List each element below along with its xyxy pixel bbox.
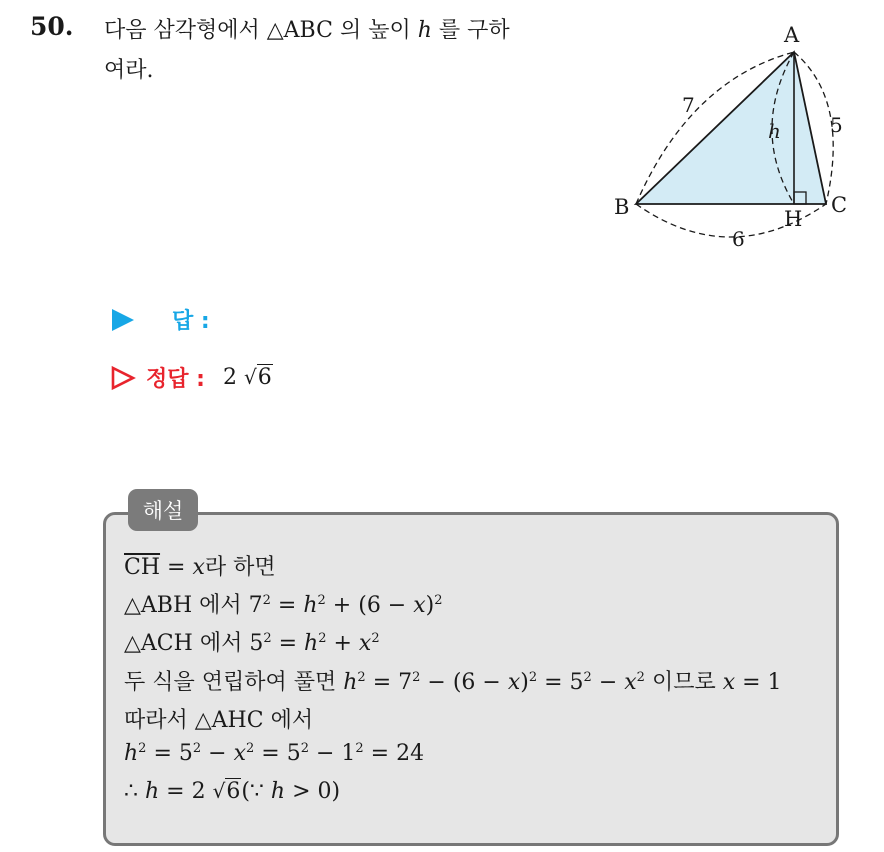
text: = 24 xyxy=(363,741,425,766)
solution-line-7 xyxy=(124,779,340,804)
exp: 2 xyxy=(412,670,421,686)
text: − xyxy=(201,741,234,766)
solution-line-3 xyxy=(124,626,380,657)
answer-row xyxy=(110,304,210,335)
text: + (6 − xyxy=(325,593,414,618)
exp: 2 xyxy=(192,741,202,757)
exp: 2 xyxy=(636,670,645,686)
text: △ABH 에서 7 xyxy=(124,593,263,618)
exp: 2 xyxy=(263,631,272,647)
eq: = xyxy=(271,631,305,656)
triangle-figure xyxy=(600,20,880,260)
exp: 2 xyxy=(583,670,592,686)
answer-label: 답 : xyxy=(172,309,210,334)
var-x: x xyxy=(413,593,426,618)
foot-h-label: H xyxy=(784,207,803,231)
correct-answer-label: 정답 : xyxy=(146,367,205,392)
eq: = xyxy=(270,593,304,618)
exp: 2 xyxy=(357,670,366,686)
correct-coef: 2 xyxy=(222,365,237,390)
text: = 2 xyxy=(159,779,213,804)
solution-line-2 xyxy=(124,588,443,619)
var-h: h xyxy=(343,670,358,695)
text: + xyxy=(326,631,359,656)
radicand: 6 xyxy=(226,779,241,804)
exp: 2 xyxy=(262,593,271,609)
var-h: h xyxy=(124,741,139,766)
text: = 1 xyxy=(735,670,782,695)
exp: 2 xyxy=(371,631,380,647)
text: = 5 xyxy=(537,670,584,695)
exp: 2 xyxy=(355,741,364,757)
play-outline-icon xyxy=(110,365,136,391)
sqrt-sign: √ xyxy=(212,779,226,803)
question-var-h: h xyxy=(417,18,432,43)
text: ) xyxy=(520,670,529,695)
var-x: x xyxy=(507,670,521,695)
text: 이므로 xyxy=(644,670,723,695)
vertex-b-label: B xyxy=(614,195,630,219)
var-h: h xyxy=(145,779,160,804)
exp: 2 xyxy=(317,593,326,609)
sqrt xyxy=(213,779,242,804)
side-ac-label: 5 xyxy=(830,113,843,137)
solution-line-6 xyxy=(124,741,424,766)
text: > 0) xyxy=(285,779,341,804)
question-text-line1 xyxy=(104,13,510,44)
text: − xyxy=(591,670,625,695)
exp: 2 xyxy=(528,670,538,686)
correct-sqrt xyxy=(244,365,273,390)
text: 두 식을 연립하여 풀면 xyxy=(124,670,344,695)
var-h: h xyxy=(303,593,318,618)
segment-ch: $\overline{CH}$ xyxy=(124,555,161,580)
var-h: h xyxy=(304,631,319,656)
question-text-a: 다음 삼각형에서 △ABC 의 높이 xyxy=(104,18,418,43)
text: = 7 xyxy=(365,670,413,695)
text: − 1 xyxy=(308,741,356,766)
play-filled-icon xyxy=(110,307,136,333)
triangle-abc-fill xyxy=(636,52,826,204)
var-x: x xyxy=(358,631,372,656)
var-x: x xyxy=(192,555,205,580)
side-bc-label: 6 xyxy=(732,227,745,251)
height-h-label: h xyxy=(768,119,781,143)
vertex-c-label: C xyxy=(831,193,848,217)
var-x: x xyxy=(624,670,637,695)
text: − (6 − xyxy=(420,670,508,695)
side-ab-label: 7 xyxy=(682,93,695,117)
text: △ACH 에서 5 xyxy=(124,631,264,656)
var-x: x xyxy=(233,741,246,766)
vertex-a-label: A xyxy=(784,23,800,47)
solution-line-4 xyxy=(124,665,782,696)
text: ) xyxy=(425,593,435,618)
solution-tab: 해설 xyxy=(128,489,198,531)
var-x: x xyxy=(722,670,736,695)
exp: 2 xyxy=(300,741,309,757)
text: = 5 xyxy=(146,741,193,766)
correct-radicand: 6 xyxy=(257,365,272,390)
text: (∵ xyxy=(241,779,271,804)
correct-answer-row xyxy=(110,362,273,393)
correct-sqrt-sign: √ xyxy=(243,365,257,389)
exp: 2 xyxy=(138,741,147,757)
text: = 5 xyxy=(254,741,301,766)
question-number: 50. xyxy=(30,12,74,41)
therefore-sign: ∴ xyxy=(124,779,145,804)
eq: = xyxy=(160,555,193,580)
exp: 2 xyxy=(434,593,443,609)
exp: 2 xyxy=(246,741,255,757)
solution-line-5: 따라서 △AHC 에서 xyxy=(124,708,314,733)
question-text-line2: 여라. xyxy=(104,58,154,83)
exp: 2 xyxy=(318,631,327,647)
correct-answer-value xyxy=(223,365,273,390)
text: 라 하면 xyxy=(204,555,276,580)
var-h: h xyxy=(270,779,286,804)
solution-line-1 xyxy=(124,550,276,581)
question-text-b: 를 구하 xyxy=(431,18,510,43)
